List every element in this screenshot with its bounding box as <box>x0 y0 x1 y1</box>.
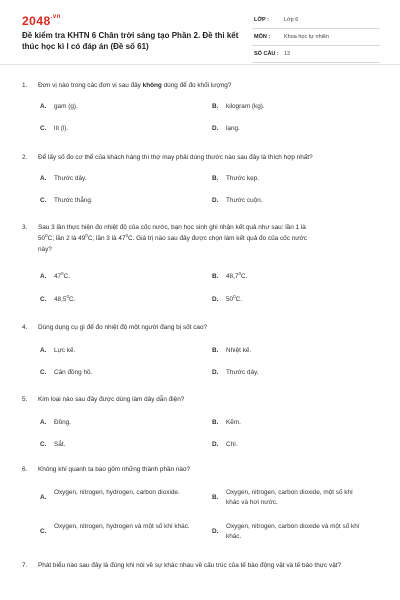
option-value: 48,7 <box>226 273 239 280</box>
question-text-part: Dùng dụng cụ gì để đo nhiệt độ một người đang bị sốt cao? <box>38 324 208 331</box>
option-text: Sắt. <box>54 441 66 448</box>
question-text-part: này? <box>38 246 52 253</box>
option-letter: D. <box>212 441 219 448</box>
option-text: Thước thẳng. <box>54 197 93 204</box>
option-text: Thước cuộn. <box>226 197 263 204</box>
option-b[interactable] <box>212 102 372 112</box>
question-number: 5. <box>22 396 28 403</box>
exam-title: Đề kiểm tra KHTN 6 Chân trời sáng tạo Phần 2. Đề thi kết thúc học kì I có đáp án (Đề số 61) <box>22 31 239 51</box>
question-text-part: Không khí quanh ta bao gồm những thành phần nào? <box>38 466 191 473</box>
site-logo[interactable] <box>22 14 61 28</box>
option-letter: B. <box>212 273 219 280</box>
option-a[interactable] <box>40 418 200 428</box>
question-text-part: C; lần 2 là 49 <box>47 235 86 242</box>
option-b[interactable] <box>212 346 372 356</box>
option-letter: A. <box>40 103 47 110</box>
option-d[interactable] <box>212 440 372 450</box>
option-letter: A. <box>40 175 47 182</box>
option-text: Oxygen, nitrogen, hydrogen, carbon dioxide. <box>54 489 180 496</box>
option-value: 50 <box>226 296 234 303</box>
option-c[interactable] <box>40 368 200 378</box>
question-number: 1. <box>22 82 28 89</box>
question-text-part: 50 <box>38 235 46 242</box>
logo-suffix: .vn <box>50 14 61 20</box>
option-text: Thước dây. <box>226 369 259 376</box>
question-text-part: C; lần 3 là 47 <box>87 235 126 242</box>
question-emphasis: không <box>142 82 162 89</box>
option-letter: B. <box>212 494 219 501</box>
option-unit: C. <box>68 296 76 303</box>
option-letter: A. <box>40 494 47 501</box>
option-letter: B. <box>212 175 219 182</box>
option-text <box>40 272 200 282</box>
option-text: Oxygen, nitrogen, carbon dioxide, một số khí khác và hơi nước. <box>226 489 353 506</box>
option-letter: C. <box>40 441 47 448</box>
option-d[interactable] <box>212 522 362 542</box>
question-text <box>22 152 382 163</box>
meta-row-grade <box>252 12 380 29</box>
logo-main: 2048 <box>22 14 51 28</box>
option-unit: C. <box>235 296 243 303</box>
option-text: Kẽm. <box>226 419 241 426</box>
question-number: 4. <box>22 324 28 331</box>
question-text-part: Kim loại nào sau đây được dùng làm dây dẫn điện? <box>38 396 185 403</box>
question-text-part: Phát biểu nào sau đây là đúng khi nói về sự khác nhau về cấu trúc của tế bào động vật và tế bào thực vật? <box>38 562 342 569</box>
option-letter: C. <box>40 197 47 204</box>
option-text <box>212 295 372 305</box>
option-c[interactable] <box>40 124 200 134</box>
option-text: Cân đồng hồ. <box>54 369 93 376</box>
option-letter: C. <box>40 125 47 132</box>
meta-value: 13 <box>284 51 291 57</box>
question-4 <box>22 322 382 376</box>
question-text <box>22 80 382 91</box>
meta-label: SỐ CÂU : <box>254 51 279 57</box>
degree-mark: 0 <box>66 293 69 299</box>
option-a[interactable] <box>40 272 200 282</box>
option-text: Thước kẹp. <box>226 175 259 182</box>
option-text: lạng. <box>226 125 240 132</box>
degree-mark: 0 <box>85 232 88 238</box>
option-unit: C. <box>63 273 71 280</box>
exam-meta <box>252 12 380 63</box>
question-text-part: Để lấy số đo cơ thể của khách hàng thì thợ may phải dùng thước nào sau đây là thích hợp nhất? <box>38 154 313 161</box>
option-text: kilogram (kg). <box>226 103 265 110</box>
option-letter: D. <box>212 369 219 376</box>
option-text: gam (g). <box>54 103 78 110</box>
question-text-part: dùng để đo khối lượng? <box>161 82 232 89</box>
question-1 <box>22 80 382 132</box>
question-7 <box>22 560 382 571</box>
degree-mark: 0 <box>125 232 128 238</box>
question-text <box>22 464 382 475</box>
option-letter: A. <box>40 273 47 280</box>
option-text: Thước dây. <box>54 175 87 182</box>
option-d[interactable] <box>212 295 372 305</box>
degree-mark: 0 <box>238 270 241 276</box>
option-letter: D. <box>212 125 219 132</box>
question-text <box>22 222 382 255</box>
question-3 <box>22 222 382 303</box>
question-number: 7. <box>22 562 28 569</box>
option-value: 47 <box>54 273 62 280</box>
question-text <box>22 322 382 333</box>
option-letter: D. <box>212 528 219 535</box>
option-a[interactable] <box>40 346 200 356</box>
question-5 <box>22 394 382 448</box>
option-value: 48,5 <box>54 296 67 303</box>
page-header <box>0 0 400 64</box>
option-unit: C. <box>240 273 248 280</box>
question-2 <box>22 152 382 204</box>
option-a[interactable] <box>40 102 200 112</box>
option-letter: B. <box>212 103 219 110</box>
option-a[interactable] <box>40 488 190 501</box>
option-letter: C. <box>40 369 47 376</box>
question-number: 6. <box>22 466 28 473</box>
degree-mark: 0 <box>45 232 48 238</box>
option-d[interactable] <box>212 124 372 134</box>
option-b[interactable] <box>212 272 372 282</box>
option-b[interactable] <box>212 418 372 428</box>
meta-row-subject <box>252 29 380 46</box>
question-number: 3. <box>22 224 28 231</box>
meta-label: LỚP : <box>254 17 269 23</box>
meta-label: MÔN : <box>254 34 271 40</box>
question-text-part: Đơn vị nào trong các đơn vị sau đây <box>38 82 143 89</box>
option-text <box>212 272 372 282</box>
question-text <box>22 394 382 405</box>
option-text: Chì. <box>226 441 238 448</box>
option-b[interactable] <box>212 174 372 184</box>
meta-value: Khoa học tự nhiên <box>284 34 329 40</box>
header-divider <box>0 64 400 65</box>
option-c[interactable] <box>40 196 200 206</box>
option-c[interactable] <box>40 440 200 450</box>
option-letter: A. <box>40 419 47 426</box>
option-text: Đồng. <box>54 419 72 426</box>
option-d[interactable] <box>212 368 372 378</box>
question-6 <box>22 464 382 540</box>
option-c[interactable] <box>40 295 200 305</box>
option-letter: D. <box>212 197 219 204</box>
option-text: Oxygen, nitrogen, hydrogen và một số khí khác. <box>54 523 190 530</box>
option-d[interactable] <box>212 196 372 206</box>
option-c[interactable] <box>40 522 190 535</box>
option-letter: A. <box>40 347 47 354</box>
option-text: Oxygen, nitrogen, carbon dioxide và một số khí khác. <box>226 523 360 540</box>
option-text: lít (l). <box>54 125 69 132</box>
option-letter: C. <box>40 528 47 535</box>
degree-mark: 0 <box>233 293 236 299</box>
option-text <box>40 295 200 305</box>
question-number: 2. <box>22 154 28 161</box>
option-b[interactable] <box>212 488 362 508</box>
option-text: Nhiệt kế. <box>226 347 252 354</box>
meta-value: Lớp 6 <box>284 17 299 23</box>
question-text-part: C. Giá trị nào sau đây được chọn làm kết quả đo của cốc nước <box>128 235 307 242</box>
degree-mark: 0 <box>61 270 64 276</box>
option-letter: B. <box>212 419 219 426</box>
option-text: Lực kế. <box>54 347 76 354</box>
option-a[interactable] <box>40 174 200 184</box>
meta-row-count <box>252 46 380 63</box>
question-text <box>22 560 382 571</box>
option-letter: B. <box>212 347 219 354</box>
option-letter: D. <box>212 296 219 303</box>
option-letter: C. <box>40 296 47 303</box>
question-text-part: Sau 3 lần thực hiện đo nhiệt độ của cốc nước, bạn học sinh ghi nhận kết quả như sau: lần 1 là <box>38 224 306 231</box>
